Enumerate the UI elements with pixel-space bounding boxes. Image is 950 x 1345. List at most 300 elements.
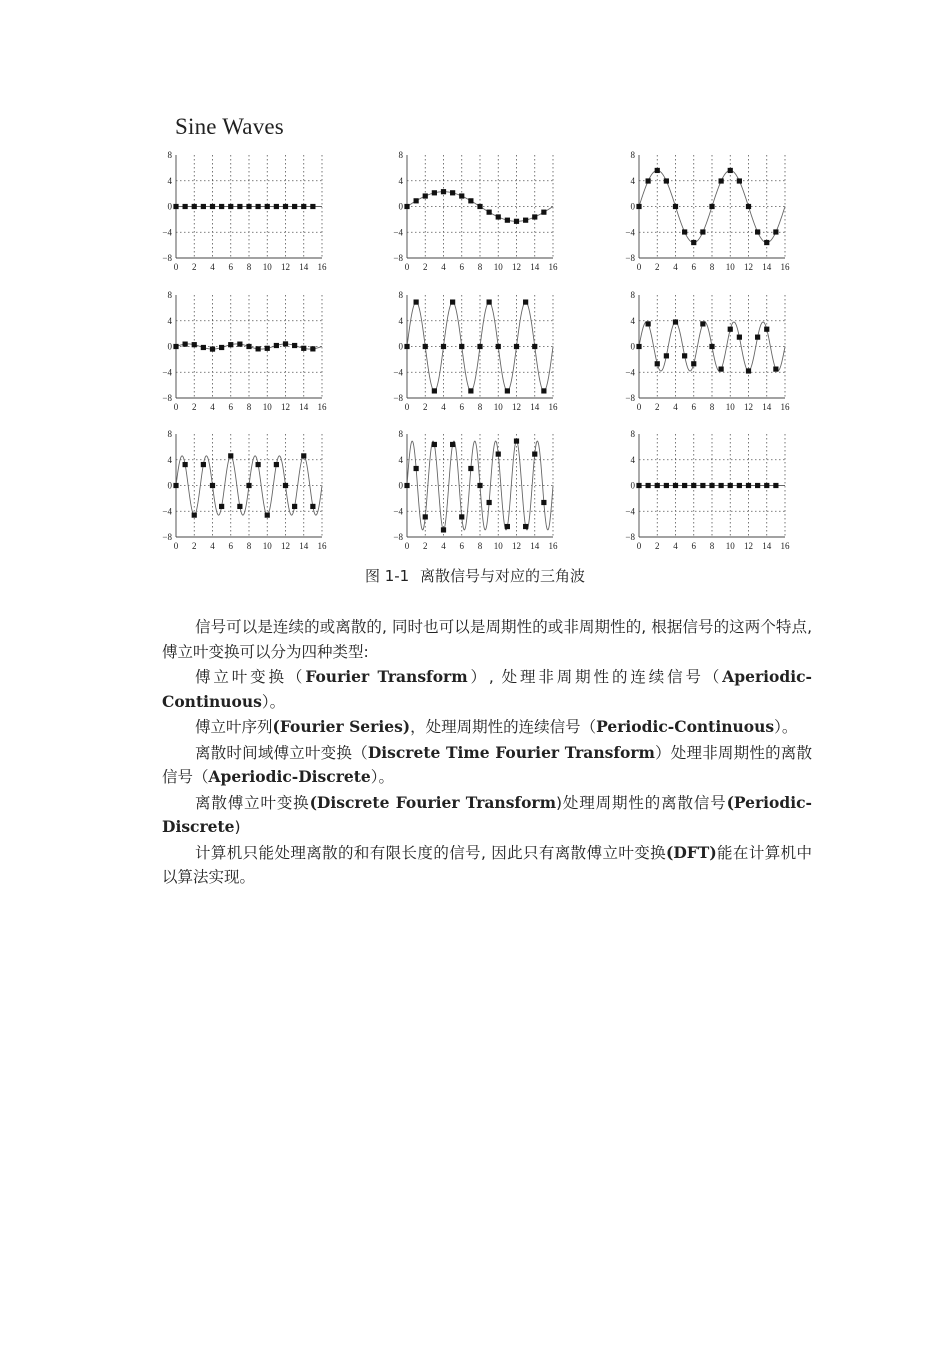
x-tick-label: 8 (246, 541, 252, 551)
sample-point (655, 168, 660, 173)
y-tick-label: −4 (162, 506, 172, 517)
sample-point (228, 453, 233, 458)
y-tick-label: 0 (167, 201, 172, 212)
sample-point (541, 210, 546, 215)
x-tick-label: 10 (725, 402, 735, 412)
sample-point (283, 341, 288, 346)
sample-point (514, 219, 519, 224)
sample-point (201, 462, 206, 467)
sample-point (532, 344, 537, 349)
x-tick-label: 4 (673, 402, 678, 412)
sample-point (746, 483, 751, 488)
sample-point (746, 204, 751, 209)
x-tick-label: 14 (530, 541, 540, 551)
y-tick-label: −4 (393, 367, 403, 378)
sample-point (192, 342, 197, 347)
sample-point (210, 483, 215, 488)
sample-point (700, 321, 705, 326)
y-tick-label: 4 (167, 315, 172, 326)
sample-point (432, 190, 437, 195)
x-tick-label: 6 (228, 262, 233, 272)
paragraph-fourier-transform: 傅立叶变换（Fourier Transform）, 处理非周期性的连续信号（Aperiodic-Continuous）。 (162, 667, 812, 711)
sample-point (432, 442, 437, 447)
sample-point (468, 466, 473, 471)
x-tick-label: 8 (709, 541, 715, 551)
sample-point (459, 193, 464, 198)
sample-point (691, 240, 696, 245)
x-tick-label: 4 (441, 402, 446, 412)
sample-point (441, 344, 446, 349)
sample-point (682, 483, 687, 488)
sample-point (441, 527, 446, 532)
plot-2 (393, 150, 558, 272)
sample-point (219, 345, 224, 350)
sample-point (459, 344, 464, 349)
y-tick-label: −8 (162, 532, 172, 542)
term-aperiodic-discrete: Aperiodic-Discrete (208, 767, 371, 786)
sample-point (505, 524, 510, 529)
y-tick-label: −4 (625, 227, 635, 238)
caption-text: 离散信号与对应的三角波 (420, 567, 586, 585)
x-tick-label: 12 (281, 402, 290, 412)
x-tick-label: 10 (493, 402, 503, 412)
x-tick-label: 16 (317, 262, 327, 272)
x-tick-label: 16 (780, 262, 790, 272)
sample-point (728, 327, 733, 332)
x-tick-label: 6 (691, 262, 696, 272)
x-tick-label: 14 (530, 262, 540, 272)
sample-point (423, 193, 428, 198)
plot-6 (625, 290, 790, 412)
x-tick-label: 0 (636, 262, 642, 272)
sample-point (201, 345, 206, 350)
sample-point (414, 466, 419, 471)
plot-5 (393, 290, 558, 412)
x-tick-label: 2 (423, 402, 428, 412)
x-tick-label: 14 (299, 262, 309, 272)
sample-point (210, 346, 215, 351)
y-tick-label: 4 (398, 175, 403, 186)
y-tick-label: −4 (625, 506, 635, 517)
sample-point (246, 483, 251, 488)
y-tick-label: 4 (398, 454, 403, 465)
sample-point (256, 346, 261, 351)
sample-point (673, 483, 678, 488)
y-tick-label: −8 (393, 253, 403, 263)
term-dtft: Discrete Time Fourier Transform (367, 742, 655, 762)
x-tick-label: 16 (780, 402, 790, 412)
sample-point (477, 204, 482, 209)
sample-point (310, 504, 315, 509)
term-dft: (Discrete Fourier Transform (309, 792, 556, 812)
sample-point (414, 299, 419, 304)
x-tick-label: 16 (317, 541, 327, 551)
x-tick-label: 10 (725, 262, 735, 272)
body-text (162, 615, 812, 891)
x-tick-label: 2 (192, 262, 197, 272)
sample-point (737, 483, 742, 488)
sample-point (459, 514, 464, 519)
sample-point (709, 483, 714, 488)
sample-point (541, 500, 546, 505)
sample-point (505, 218, 510, 223)
y-tick-label: 0 (398, 480, 403, 491)
y-tick-label: −4 (393, 227, 403, 238)
sample-point (256, 204, 261, 209)
x-tick-label: 14 (762, 402, 772, 412)
x-tick-label: 2 (423, 262, 428, 272)
sample-point (523, 524, 528, 529)
sample-point (764, 240, 769, 245)
x-tick-label: 16 (317, 402, 327, 412)
x-tick-label: 12 (744, 262, 753, 272)
sample-point (173, 204, 178, 209)
sample-point (691, 361, 696, 366)
y-tick-label: −4 (393, 506, 403, 517)
term-fourier-transform: Fourier Transform (305, 667, 468, 686)
x-tick-label: 10 (262, 262, 272, 272)
sample-point (728, 168, 733, 173)
x-tick-label: 6 (459, 541, 464, 551)
sample-point (700, 229, 705, 234)
sample-point (477, 483, 482, 488)
sample-point (709, 344, 714, 349)
sample-point (673, 319, 678, 324)
y-tick-label: −4 (162, 227, 172, 238)
plot-9 (625, 429, 790, 551)
sample-point (414, 198, 419, 203)
x-tick-label: 4 (210, 262, 215, 272)
x-tick-label: 8 (477, 541, 483, 551)
sample-point (468, 388, 473, 393)
paragraph-dft: 离散傅立叶变换(Discrete Fourier Transform)处理周期性的离散信号(Periodic-Discrete) (162, 792, 812, 836)
y-tick-label: 8 (630, 290, 635, 300)
sample-point (523, 299, 528, 304)
sample-point (256, 462, 261, 467)
x-tick-label: 12 (281, 541, 290, 551)
sample-point (301, 204, 306, 209)
sample-point (532, 451, 537, 456)
y-tick-label: 0 (630, 341, 635, 352)
sample-point (755, 483, 760, 488)
x-tick-label: 12 (512, 541, 521, 551)
x-tick-label: 8 (477, 262, 483, 272)
y-tick-label: 4 (630, 454, 635, 465)
term-periodic-discrete: (Periodic-Discrete (162, 792, 812, 836)
sample-point (173, 344, 178, 349)
sample-point (477, 344, 482, 349)
sample-point (219, 504, 224, 509)
x-tick-label: 4 (441, 541, 446, 551)
x-tick-label: 2 (655, 262, 660, 272)
sample-point (450, 190, 455, 195)
sample-point (423, 514, 428, 519)
sample-point (274, 204, 279, 209)
y-tick-label: 8 (167, 290, 172, 300)
sample-point (673, 204, 678, 209)
sample-point (487, 210, 492, 215)
y-tick-label: −8 (162, 253, 172, 263)
sample-point (636, 344, 641, 349)
x-tick-label: 10 (493, 541, 503, 551)
paragraph-intro (162, 615, 812, 664)
paragraph-intro-text: 信号可以是连续的或离散的, 同时也可以是周期性的或非周期性的, 根据信号的这两个特点, 傅立叶变换可以分为四种类型: (162, 618, 812, 661)
x-tick-label: 10 (262, 402, 272, 412)
sample-point (773, 229, 778, 234)
x-tick-label: 0 (173, 262, 179, 272)
sample-point (655, 361, 660, 366)
x-tick-label: 4 (210, 402, 215, 412)
sample-point (441, 189, 446, 194)
sample-point (773, 483, 778, 488)
sample-point (468, 198, 473, 203)
sample-point (404, 204, 409, 209)
caption-label: 图 1-1 (364, 567, 410, 585)
sample-point (487, 299, 492, 304)
sample-point (283, 204, 288, 209)
x-tick-label: 2 (192, 541, 197, 551)
y-tick-label: −4 (162, 367, 172, 378)
y-tick-label: 8 (398, 429, 403, 439)
sample-point (301, 453, 306, 458)
sample-point (192, 204, 197, 209)
sample-point (746, 368, 751, 373)
y-tick-label: 8 (398, 150, 403, 160)
sample-point (523, 218, 528, 223)
x-tick-label: 12 (281, 262, 290, 272)
y-tick-label: 8 (398, 290, 403, 300)
sample-point (274, 343, 279, 348)
sample-point (682, 229, 687, 234)
y-tick-label: 8 (167, 150, 172, 160)
sample-point (183, 462, 188, 467)
y-tick-label: −4 (625, 367, 635, 378)
y-tick-label: −8 (393, 393, 403, 403)
y-tick-label: 0 (630, 201, 635, 212)
x-tick-label: 8 (709, 402, 715, 412)
x-tick-label: 0 (404, 402, 410, 412)
sample-point (532, 214, 537, 219)
y-tick-label: 8 (630, 150, 635, 160)
x-tick-label: 6 (691, 541, 696, 551)
x-tick-label: 8 (246, 262, 252, 272)
sample-point (719, 178, 724, 183)
x-tick-label: 12 (512, 402, 521, 412)
x-tick-label: 6 (691, 402, 696, 412)
sample-point (219, 204, 224, 209)
x-tick-label: 0 (404, 262, 410, 272)
sample-point (764, 327, 769, 332)
y-tick-label: 0 (167, 341, 172, 352)
sample-point (404, 483, 409, 488)
sample-point (755, 229, 760, 234)
sample-point (664, 483, 669, 488)
sample-point (505, 388, 510, 393)
sample-point (541, 388, 546, 393)
sample-point (496, 344, 501, 349)
sample-point (646, 321, 651, 326)
x-tick-label: 0 (636, 541, 642, 551)
sample-point (636, 204, 641, 209)
sample-point (450, 442, 455, 447)
sample-point (310, 204, 315, 209)
paragraph-fourier-series: 傅立叶序列(Fourier Series)，处理周期性的连续信号（Periodic-Continuous）。 (195, 717, 798, 736)
sample-point (636, 483, 641, 488)
y-tick-label: 4 (167, 454, 172, 465)
sample-point (700, 483, 705, 488)
x-tick-label: 12 (512, 262, 521, 272)
y-tick-label: −8 (393, 532, 403, 542)
y-tick-label: 4 (630, 175, 635, 186)
sample-point (265, 346, 270, 351)
sample-point (283, 483, 288, 488)
y-tick-label: 0 (167, 480, 172, 491)
x-tick-label: 16 (548, 262, 558, 272)
x-tick-label: 0 (404, 541, 410, 551)
x-tick-label: 16 (780, 541, 790, 551)
sample-point (450, 299, 455, 304)
x-tick-label: 6 (228, 402, 233, 412)
term-periodic-continuous: Periodic-Continuous (596, 717, 775, 736)
y-tick-label: −8 (625, 253, 635, 263)
sample-point (292, 504, 297, 509)
x-tick-label: 6 (459, 402, 464, 412)
sample-point (423, 344, 428, 349)
x-tick-label: 6 (228, 541, 233, 551)
x-tick-label: 8 (246, 402, 252, 412)
sample-point (246, 344, 251, 349)
sample-point (737, 178, 742, 183)
sample-point (404, 344, 409, 349)
sample-point (691, 483, 696, 488)
y-tick-label: 8 (630, 429, 635, 439)
x-tick-label: 4 (441, 262, 446, 272)
term-dft-abbrev: (DFT) (666, 842, 717, 862)
x-tick-label: 2 (655, 541, 660, 551)
y-tick-label: 4 (630, 315, 635, 326)
plot-7 (162, 429, 327, 551)
x-tick-label: 10 (725, 541, 735, 551)
x-tick-label: 4 (673, 262, 678, 272)
sample-point (210, 204, 215, 209)
sample-point (737, 335, 742, 340)
sine-waves-figure (0, 0, 950, 560)
sample-point (201, 204, 206, 209)
sample-point (496, 451, 501, 456)
sample-point (183, 204, 188, 209)
sample-point (310, 346, 315, 351)
sample-point (228, 342, 233, 347)
x-tick-label: 4 (210, 541, 215, 551)
sample-point (265, 513, 270, 518)
y-tick-label: 4 (398, 315, 403, 326)
paragraph-computer: 计算机只能处理离散的和有限长度的信号, 因此只有离散傅立叶变换(DFT)能在计算机中以算法实现。 (162, 842, 812, 886)
x-tick-label: 8 (709, 262, 715, 272)
sample-point (192, 513, 197, 518)
term-fourier-series: (Fourier Series) (272, 717, 411, 736)
plot-8 (393, 429, 558, 551)
x-tick-label: 0 (173, 541, 179, 551)
x-tick-label: 4 (673, 541, 678, 551)
sample-point (487, 500, 492, 505)
y-tick-label: 4 (167, 175, 172, 186)
sample-point (682, 353, 687, 358)
x-tick-label: 0 (636, 402, 642, 412)
sample-point (265, 204, 270, 209)
x-tick-label: 10 (493, 262, 503, 272)
sample-point (237, 504, 242, 509)
y-tick-label: −8 (625, 393, 635, 403)
plot-4 (162, 290, 327, 412)
sample-point (237, 204, 242, 209)
y-tick-label: 8 (167, 429, 172, 439)
sample-point (514, 438, 519, 443)
y-tick-label: 0 (398, 201, 403, 212)
x-tick-label: 2 (655, 402, 660, 412)
sample-point (514, 344, 519, 349)
sample-point (183, 342, 188, 347)
sample-point (292, 204, 297, 209)
sample-point (655, 483, 660, 488)
x-tick-label: 10 (262, 541, 272, 551)
sample-point (237, 342, 242, 347)
term-aperiodic-continuous: Aperiodic-Continuous (162, 667, 812, 711)
x-tick-label: 14 (299, 402, 309, 412)
x-tick-label: 6 (459, 262, 464, 272)
y-tick-label: −8 (162, 393, 172, 403)
x-tick-label: 14 (299, 541, 309, 551)
x-tick-label: 16 (548, 402, 558, 412)
x-tick-label: 16 (548, 541, 558, 551)
sample-point (292, 343, 297, 348)
x-tick-label: 14 (530, 402, 540, 412)
sample-point (728, 483, 733, 488)
y-tick-label: 0 (398, 341, 403, 352)
sample-point (496, 214, 501, 219)
sample-point (646, 483, 651, 488)
figure-title: Sine Waves (175, 114, 284, 139)
sample-point (301, 346, 306, 351)
x-tick-label: 12 (744, 541, 753, 551)
sample-point (246, 204, 251, 209)
sample-point (228, 204, 233, 209)
x-tick-label: 14 (762, 541, 772, 551)
sample-point (173, 483, 178, 488)
x-tick-label: 2 (423, 541, 428, 551)
x-tick-label: 0 (173, 402, 179, 412)
sample-point (719, 483, 724, 488)
sample-point (432, 388, 437, 393)
y-tick-label: 0 (630, 480, 635, 491)
sample-point (664, 178, 669, 183)
sample-point (755, 335, 760, 340)
sample-point (646, 178, 651, 183)
sample-point (764, 483, 769, 488)
sample-point (664, 353, 669, 358)
y-tick-label: −8 (625, 532, 635, 542)
sample-point (719, 367, 724, 372)
sample-point (773, 367, 778, 372)
plot-1 (162, 150, 327, 272)
x-tick-label: 14 (762, 262, 772, 272)
sample-point (274, 462, 279, 467)
paragraph-dtft: 离散时间域傅立叶变换（Discrete Time Fourier Transform）处理非周期性的离散信号（Aperiodic-Discrete）。 (162, 742, 812, 786)
sample-point (709, 204, 714, 209)
figure-caption (0, 565, 950, 586)
x-tick-label: 8 (477, 402, 483, 412)
x-tick-label: 12 (744, 402, 753, 412)
x-tick-label: 2 (192, 402, 197, 412)
